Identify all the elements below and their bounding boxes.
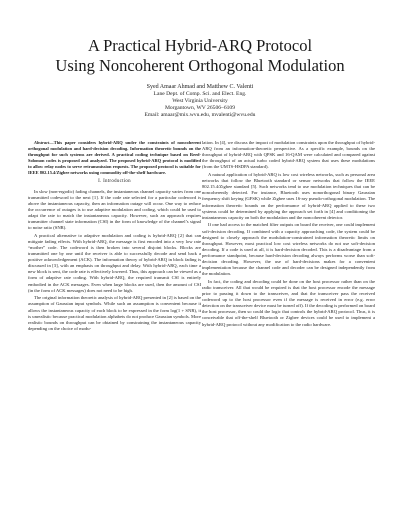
affiliation-line-2: West Virginia University xyxy=(172,98,228,105)
abstract-label: Abstract xyxy=(34,140,50,145)
affiliation-line-3: Morgantown, WV 26506–6109 xyxy=(164,105,236,112)
right-paragraph-3: If one had access to the matched filter outputs on board the receiver, one could implement soft-decision decoding. If combined with a capacity approaching code, the system could be designed to closely approach the modulation-constrained information theoretic limits on throughput. However, most practical low cost wireless networks do not use soft-decision decoding. If a code is used at all, it is hard-decision decoded. This is a disadvantage from a performance standpoint, because hard-decision decoding always performs worse than soft-decision decoding. However, the use of hard-decisions makes for a convenient implementation because the channel code and decoder can be designed independently from the modulation. xyxy=(202,222,375,277)
left-column xyxy=(28,140,201,333)
author-names: Syed Amaar Ahmad and Matthew C. Valenti xyxy=(146,84,254,90)
title-line-2: Using Noncoherent Orthogonal Modulation xyxy=(55,56,345,75)
affiliation-line-1: Lane Dept. of Comp. Sci. and Elect. Eng. xyxy=(153,91,247,98)
intro-paragraph-3: The original information theoretic analysis of hybrid-ARQ presented in [2] is based on the assumption of Gaussian input symbols. While such an assumption is convenient because it allows the instantaneous capacity of each block to be expressed in the form log(1 + SNR), it is unrealistic because practical modulation alphabets do not produce Gaussian symbols. More realistic bounds on throughput can be obtained by constraining the instantaneous capacity depending on the choice of modu- xyxy=(28,295,201,331)
section-heading-introduction: I. Introduction xyxy=(98,179,131,185)
intro-paragraph-2: A practical alternative to adaptive modulation and coding is hybrid-ARQ [2] that can mitigate fading effects. With hybrid-ARQ, the message is first encoded into a very low rate “mother” code. The codeword is then broken into several disjoint blocks. Blocks are transmitted one by one until the receiver is able to successfully decode and send back a positive acknowledgement (ACK). The information theory of hybrid-ARQ in block fading is discussed in [3], with an emphasis on throughput and delay. With hybrid-ARQ, each time a new block is sent, the code rate is effectively lowered. Thus, this approach can be viewed as a form of adaptive rate coding. With hybrid-ARQ, the required transmit CSI is entirely embodied in the ACK messages. Even when large blocks are used, then the amount of CSI (in the form of ACK messages) does not need to be high. xyxy=(28,232,201,293)
intro-paragraph-1: In slow (non-ergodic) fading channels, the instantaneous channel capacity varies from one transmitted codeword to the next [1]. If the code rate selected for a particular codeword is above the instantaneous capacity, then an information outage will occur. One way to reduce the occurrence of outages is to use adaptive modulation and coding, which could be used to adapt the rate to match the instantaneous capacity. However, such an approach requires transmitter channel state information (CSI) in the form of knowledge of the channel’s signal to noise ratio (SNR). xyxy=(28,188,201,231)
right-paragraph-2: A natural application of hybrid-ARQ is low cost wireless networks, such as personal area networks that follow the Bluetooth standard or sensor networks that follow the IEEE 802.15.4/Zigbee standard [5]. Such networks tend to use modulation techniques that can be noncoherently detected. For instance, Bluetooth uses nonorthogonal binary Gaussian frequency shift keying (GFSK) while Zigbee uses 16-ary pseudo-orthogonal modulation. The information theoretic bounds on the performance of hybrid-ARQ applied to these two systems could be determined by applying the approach set forth in [4] and conditioning the instantaneous capacity on both the modulation and the noncoherent detector. xyxy=(202,172,375,220)
right-paragraph-1: lation. In [4], we discuss the impact of modulation constraints upon the throughput of hybrid-ARQ from an information-theoretic perspective. As a specific example, bounds on the throughput of hybrid-ARQ with QPSK and 16-QAM were calculated and compared against the throughput of an actual turbo coded hybrid-ARQ system that uses these modulations (from the UMTS-HSDPA standard). xyxy=(202,140,375,170)
title-line-1: A Practical Hybrid-ARQ Protocol xyxy=(87,36,313,55)
abstract-text: —This paper considers hybrid-ARQ under the constraints of noncoherent orthogonal modulation and hard-decision decoding. Information theoretic bounds on the throughput for such systems are derived. A practical coding technique based on Reed-Solomon codes is proposed and analyzed. The proposed hybrid-ARQ protocol is modified to allow relay nodes to serve retransmission requests. The proposed protocol is suitable for IEEE 802.15.4/Zigbee networks using commodity off-the-shelf hardware. xyxy=(28,140,201,175)
author-block xyxy=(0,84,400,119)
paper-title xyxy=(0,36,400,76)
right-paragraph-4: In fact, the coding and decoding could be done on the host processor rather than on the radio transceiver. All that would be required is that the host processor encode the message prior to passing it down to the transceiver, and that the transceiver pass the received codeword up to the host processor even if the message is received in error (e.g. error detection on the transceiver device must be turned off). If the decoding is performed on board the host processor, then so could the logic that controls the hybrid-ARQ protocol. Thus, it is conceivable that off-the-shelf Bluetooth or Zigbee devices could be used to implement a hybrid-ARQ protocol without any modification to the radio hardware. xyxy=(202,278,375,327)
right-column xyxy=(202,140,375,329)
author-email: Email: amaar@mix.wvu.edu, mvalenti@wvu.edu xyxy=(144,112,256,119)
abstract xyxy=(28,140,201,175)
